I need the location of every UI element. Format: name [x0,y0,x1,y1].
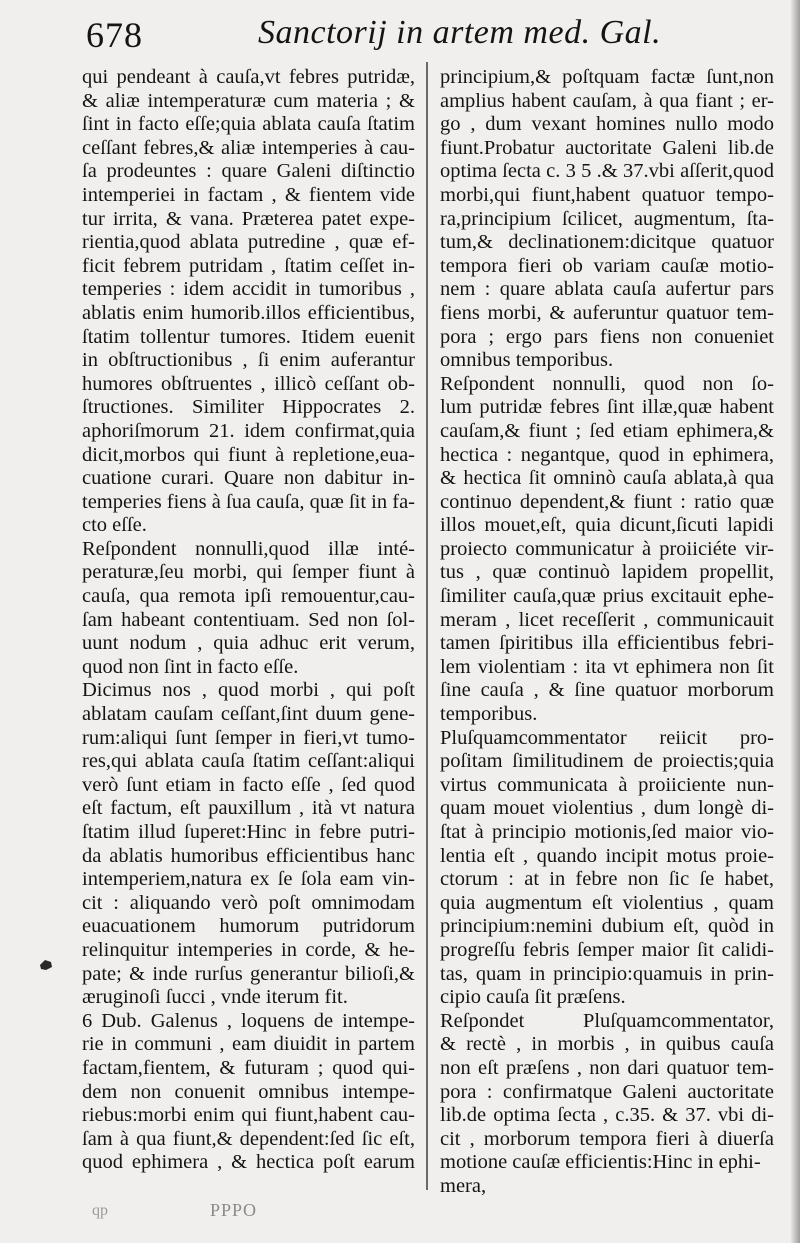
left-column-line: ceſſant febres,& aliæ intemperies à cau- [82,136,415,159]
left-column-line: cuatione curari. Quare non dabitur in- [82,467,415,490]
left-column-line: cit : aliquando verò poſt omnimodam [82,891,415,914]
left-column-line: humores obſtruentes , illicò ceſſant ob- [82,372,415,395]
left-column-line: dem non conuenit omnibus intempe- [82,1080,415,1103]
left-column-line: eſt factum, eſt pauxillum , ità vt natura [82,797,415,820]
right-text-column [440,66,774,1199]
left-column-line: factam,fientem, & futuram ; quod qui- [82,1056,415,1079]
right-column-line: cauſam,& fiunt ; ſed etiam ephimera,& [440,419,774,442]
left-column-line: tur irrita, & vana. Præterea patet expe- [82,207,415,230]
left-column-line: ſtatim illud ſuperet:Hinc in febre putri- [82,821,415,843]
right-column-line: morbi,qui fiunt,habent quatuor tempo- [440,183,774,206]
left-column-line: rientia,quod ablata putredine , quæ ef- [82,231,415,254]
left-column-line: dicit,morbos qui fiunt à repletione,eua- [82,443,415,466]
right-column-line: pora ; ergo pars fiens non conueniet [440,325,774,348]
left-column-line: in obſtructionibus , ſi enim auferantur [82,349,415,372]
footer-faint-mark: PPPO [210,1200,258,1220]
left-column-line: Reſpondent nonnulli,quod illæ inté- [82,537,415,560]
left-column-line: ſam habeant contentiuam. Sed non ſol- [82,608,415,631]
left-column-line: verò ſunt etiam in facto eſſe , ſed quod [82,773,415,796]
right-column-line: optima ſecta c. 3 5 .& 37.vbi aſſerit,quod [440,160,774,183]
right-column-line: quam mouet violentius , dum longè di- [440,797,774,820]
page-number: 678 [86,15,143,55]
right-column-line: tempora fieri ob variam cauſæ motio- [440,254,774,277]
right-column-line: tus , quæ continuò lapidem propellit, [440,561,774,584]
running-title: Sanctorij in artem med. Gal. [258,14,662,51]
right-column-line: nem : quare ablata cauſa aufertur pars [440,278,774,301]
footer-faint-left: qp [92,1202,108,1219]
left-column-line: ablatis enim humorib.illos efficientibus, [82,301,415,324]
right-column-line: amplius habent cauſam, à qua fiant ; er- [440,89,774,112]
right-column-line: ctorum : at in febre non ſic ſe habet, [440,868,774,891]
left-column-line: aphoriſmorum 21. idem confirmat,quia [82,419,415,442]
right-column-line: tas, quam in principio:quamuis in prin- [440,962,774,985]
left-column-line: res,qui ablata cauſa ſtatim ceſſant:aliqui [82,750,415,773]
right-column-line: quia augmentum eſt violentius , quam [440,891,774,914]
left-column-line: rie in communi , eam diuidit in partem [82,1033,415,1056]
right-column-line: virtus communicata à proiiciente nun- [440,773,774,796]
right-column-line: principium:nemini dubium eſt, quòd in [440,915,774,938]
right-column-line: ſine cauſa , & ſine quatuor morborum [440,679,774,702]
right-column-line: tum,& declinationem:dicitque quatuor [440,231,774,254]
right-column-line: cipio cauſa ſit præſens. [440,986,626,1009]
ink-blot-icon [38,958,54,972]
left-column-line: temperies fiens à ſua cauſa, quæ ſit in fa- [82,490,415,513]
right-column-line: tamen ſpiritibus illa efficientibus febri- [440,632,774,655]
right-column-line: non eſt præſens , non dari quatuor tem- [440,1056,774,1079]
left-column-line: peraturæ,ſeu morbi, qui ſemper fiunt à [82,561,415,584]
left-column-line: uunt nodum , quia adhuc erit verum, [82,632,415,655]
left-column-line: quod non ſint in facto eſſe. [82,655,299,678]
left-column-line: ficit febrem putridam , ſtatim ceſſet in- [82,254,415,277]
right-column-line: mera, [440,1174,487,1197]
left-column-line: ſtructiones. Similiter Hippocrates 2. [82,396,415,419]
left-column-line: cto eſſe. [82,514,147,537]
left-column-line: 6 Dub. Galenus , loquens de intempe- [82,1009,415,1032]
right-column-line: ra,principium ſcilicet, augmentum, ſta- [440,207,774,230]
left-column-line: relinquitur intemperies in corde, & he- [82,938,415,961]
left-column-line: ablatam cauſam ceſſant,ſint duum gene- [82,703,415,726]
right-column-line: Pluſquamcommentator reiicit pro- [440,726,774,749]
right-column-line: temporibus. [440,703,538,726]
right-column-line: principium,& poſtquam factæ ſunt,non [440,66,774,88]
right-column-line: lib.de optima ſecta , c.35. & 37. vbi di- [440,1104,774,1127]
left-column-line: rum:aliqui ſunt ſemper in fieri,vt tumo- [82,726,415,749]
left-column-line: temperies : idem accidit in tumoribus , [82,278,415,301]
left-column-line: intemperiem,natura ex ſe ſola eam vin- [82,868,415,891]
right-column-line: poſitam ſimilitudinem de proiectis;quia [440,750,774,773]
left-column-line: æruginoſi ſucci , vnde iterum fit. [82,986,348,1009]
right-column-line: go , dum vexant homines nullo modo [440,113,774,136]
left-column-line: intemperiei in factam , & fientem vide [82,183,415,206]
right-column-line: pora : confirmatque Galeni auctoritate [440,1080,774,1103]
left-column-line: qui pendeant à cauſa,vt febres putridæ, [82,66,415,88]
left-column-line: riebus:morbi enim qui fiunt,habent cau- [82,1104,415,1127]
left-column-line: euacuationem humorum putridorum [82,915,415,938]
right-column-line: fiunt.Probatur auctoritate Galeni lib.de [440,136,774,159]
right-column-line: meram , licet receſſerit , communicauit [440,608,774,631]
right-column-line: Reſpondent nonnulli, quod non ſo- [440,372,774,395]
left-column-line: ſam à qua fiunt,& dependent:ſed ſic eſt, [82,1127,415,1150]
left-column-line: cauſa, qua remota ipſi remouentur,cau- [82,585,415,608]
left-text-column [82,66,415,1175]
left-column-line: quod ephimera , & hectica poſt earum [82,1151,415,1174]
right-column-line: lem violentiam : ita vt ephimera non ſit [440,655,774,678]
right-column-line: progreſſu febris ſemper maior ſit calidi- [440,938,774,961]
left-column-line: & aliæ intemperaturæ cum materia ; & [82,89,415,112]
right-column-line: ſimiliter cauſa,quæ prius excitauit ephe- [440,585,774,608]
right-column-line: proiecto communicatur à proiiciéte vir- [440,537,774,560]
right-column-line: Reſpondet Pluſquamcommentator, [440,1009,774,1032]
left-column-line: ſa prodeuntes : quare Galeni diſtinctio [82,160,415,183]
left-column-line: Dicimus nos , quod morbi , qui poſt [82,679,415,702]
page-header [0,0,800,64]
right-column-line: motione cauſæ efficientis:Hinc in ephi- [440,1151,761,1174]
right-column-line: ſtat à principio motionis,ſed maior vio- [440,821,774,843]
left-column-line: ſtatim tollentur tumores. Itidem euenit [82,325,415,348]
right-column-line: omnibus temporibus. [440,349,614,372]
left-column-line: pate; & inde rurſus generantur bilioſi,& [82,962,415,985]
right-column-line: & rectè , in morbis , in quibus cauſa [440,1033,774,1056]
right-column-line: continuo dependent,& fiunt : ratio quæ [440,490,774,513]
left-column-line: da ablatis humoribus efficientibus hanc [82,844,415,867]
right-column-line: lentia eſt , quando incipit motus proie- [440,844,774,867]
left-column-line: ſint in facto eſſe;quia ablata cauſa ſtatim [82,113,415,136]
right-column-line: fiens morbi, & auferuntur quatuor tem- [440,301,774,324]
right-column-line: illos mouet,eſt, quia dicunt,ſicuti lapidi [440,514,774,537]
right-column-line: & hectica ſit omninò cauſa ablata,à qua [440,467,774,490]
right-column-line: lum putridæ febres ſint illæ,quæ habent [440,396,774,419]
right-column-line: hectica : negantque, quod in ephimera, [440,443,774,466]
right-column-line: cit , morborum tempora fieri à diuerſa [440,1127,774,1150]
column-divider [426,62,428,1190]
